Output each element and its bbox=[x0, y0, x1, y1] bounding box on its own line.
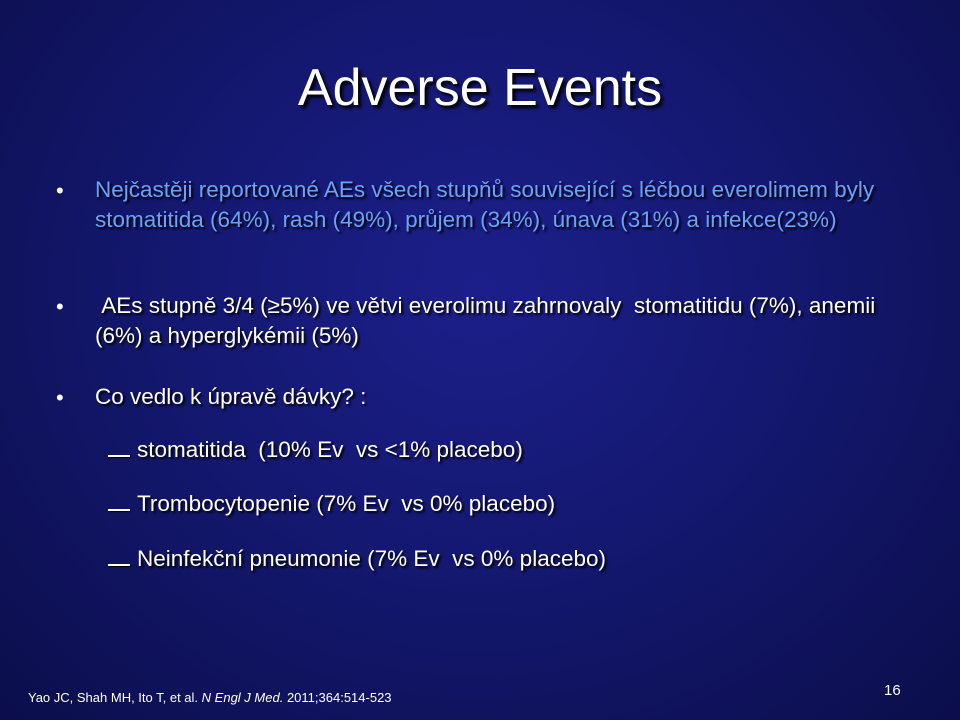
reference bbox=[28, 690, 392, 705]
dash-icon bbox=[108, 564, 130, 566]
subitem-3: Neinfekční pneumonie (7% Ev vs 0% placebo) bbox=[137, 546, 606, 571]
bullet-dot: • bbox=[56, 385, 64, 410]
slide-title: Adverse Events bbox=[297, 59, 663, 117]
bullet-text-2: AEs stupně 3/4 (≥5%) ve větvi everolimu zahrnovaly stomatitidu (7%), anemii (6%) a hyperglykémii (5%) bbox=[95, 293, 882, 348]
page-number: 16 bbox=[884, 682, 901, 699]
bullet-text-3: Co vedlo k úpravě dávky? : bbox=[95, 384, 367, 409]
dash-icon bbox=[108, 509, 130, 511]
bullet-dot: • bbox=[56, 294, 64, 319]
reference-journal: N Engl J Med. bbox=[201, 690, 284, 705]
bullet-text-1: Nejčastěji reportované AEs všech stupňů související s léčbou everolimem byly stomatitida (64%), rash (49%), průjem (34%), únava (31%) a infekce(23%) bbox=[95, 177, 875, 232]
dash-icon bbox=[108, 455, 130, 457]
subitem-2: Trombocytopenie (7% Ev vs 0% placebo) bbox=[137, 491, 556, 516]
subitem-1: stomatitida (10% Ev vs <1% placebo) bbox=[137, 437, 523, 462]
bullet-dot: • bbox=[56, 178, 64, 203]
reference-authors: Yao JC, Shah MH, Ito T, et al. bbox=[28, 690, 199, 705]
reference-citation: 2011;364:514-523 bbox=[286, 690, 392, 705]
